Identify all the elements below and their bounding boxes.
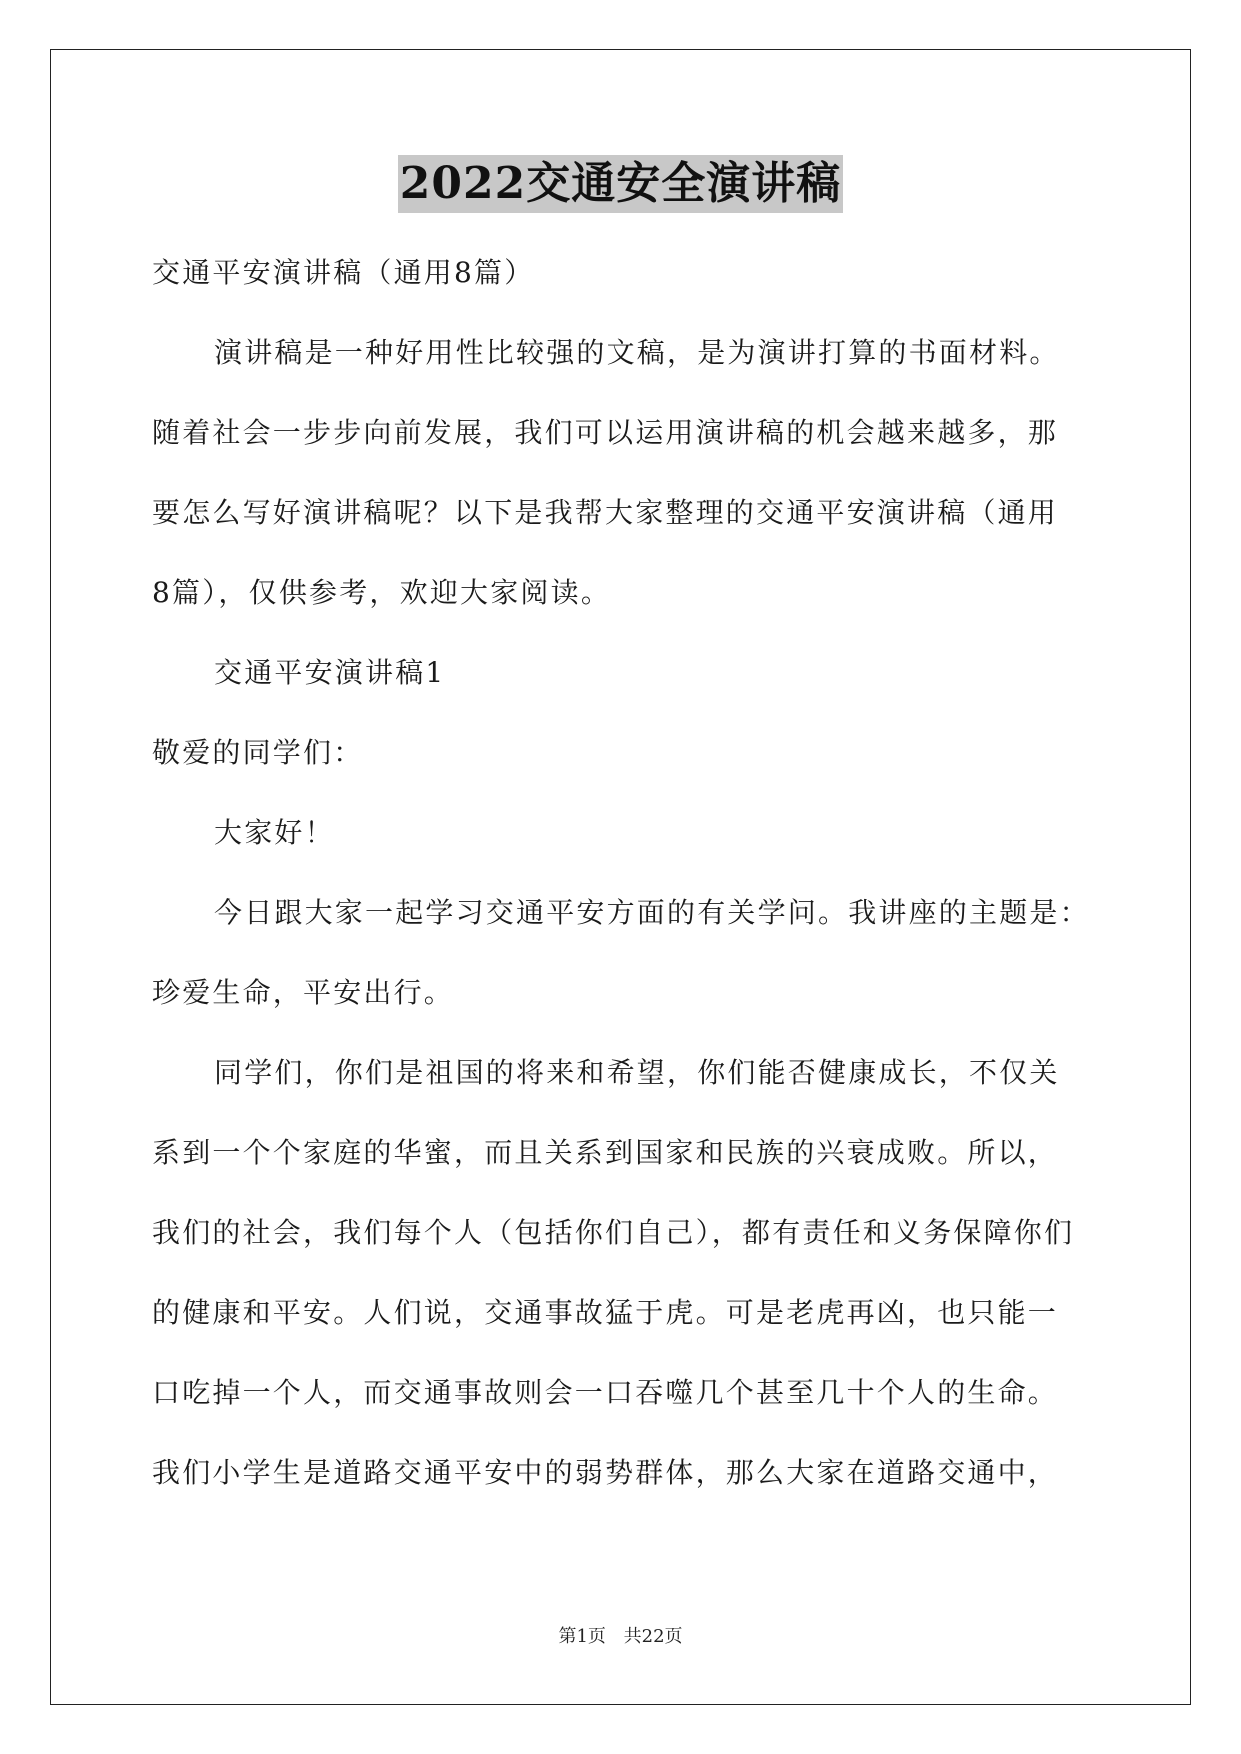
paragraph-line: 珍爱生命，平安出行。 bbox=[152, 976, 455, 1009]
page-footer bbox=[0, 1622, 1241, 1648]
paragraph-line: 随着社会一步步向前发展，我们可以运用演讲稿的机会越来越多，那 bbox=[152, 416, 1059, 449]
page-total: 共22页 bbox=[623, 1626, 683, 1647]
paragraph-line: 系到一个个家庭的华蜜，而且关系到国家和民族的兴衰成败。所以， bbox=[152, 1136, 1059, 1169]
paragraph-line: 我们的社会，我们每个人（包括你们自己），都有责任和义务保障你们 bbox=[152, 1216, 1075, 1249]
paragraph-line: 同学们，你们是祖国的将来和希望，你们能否健康成长，不仅关 bbox=[214, 1056, 1060, 1089]
document-title: 2022交通安全演讲稿 bbox=[398, 155, 843, 213]
paragraph-line: 8篇），仅供参考，欢迎大家阅读。 bbox=[152, 576, 612, 609]
page-number: 第1页 bbox=[558, 1626, 606, 1647]
paragraph-line: 今日跟大家一起学习交通平安方面的有关学问。我讲座的主题是： bbox=[214, 896, 1090, 929]
paragraph-line: 我们小学生是道路交通平安中的弱势群体，那么大家在道路交通中， bbox=[152, 1456, 1059, 1489]
document-body bbox=[152, 233, 1122, 1513]
subtitle-line: 交通平安演讲稿（通用8篇） bbox=[152, 256, 535, 289]
salutation-line: 敬爱的同学们： bbox=[152, 736, 364, 769]
paragraph-line: 要怎么写好演讲稿呢？以下是我帮大家整理的交通平安演讲稿（通用 bbox=[152, 496, 1059, 529]
greeting-line: 大家好！ bbox=[214, 816, 335, 849]
section-heading: 交通平安演讲稿1 bbox=[214, 656, 446, 689]
paragraph-line: 演讲稿是一种好用性比较强的文稿，是为演讲打算的书面材料。 bbox=[214, 336, 1060, 369]
paragraph-line: 口吃掉一个人，而交通事故则会一口吞噬几个甚至几十个人的生命。 bbox=[152, 1376, 1059, 1409]
paragraph-line: 的健康和平安。人们说，交通事故猛于虎。可是老虎再凶，也只能一 bbox=[152, 1296, 1059, 1329]
title-container bbox=[0, 155, 1241, 213]
